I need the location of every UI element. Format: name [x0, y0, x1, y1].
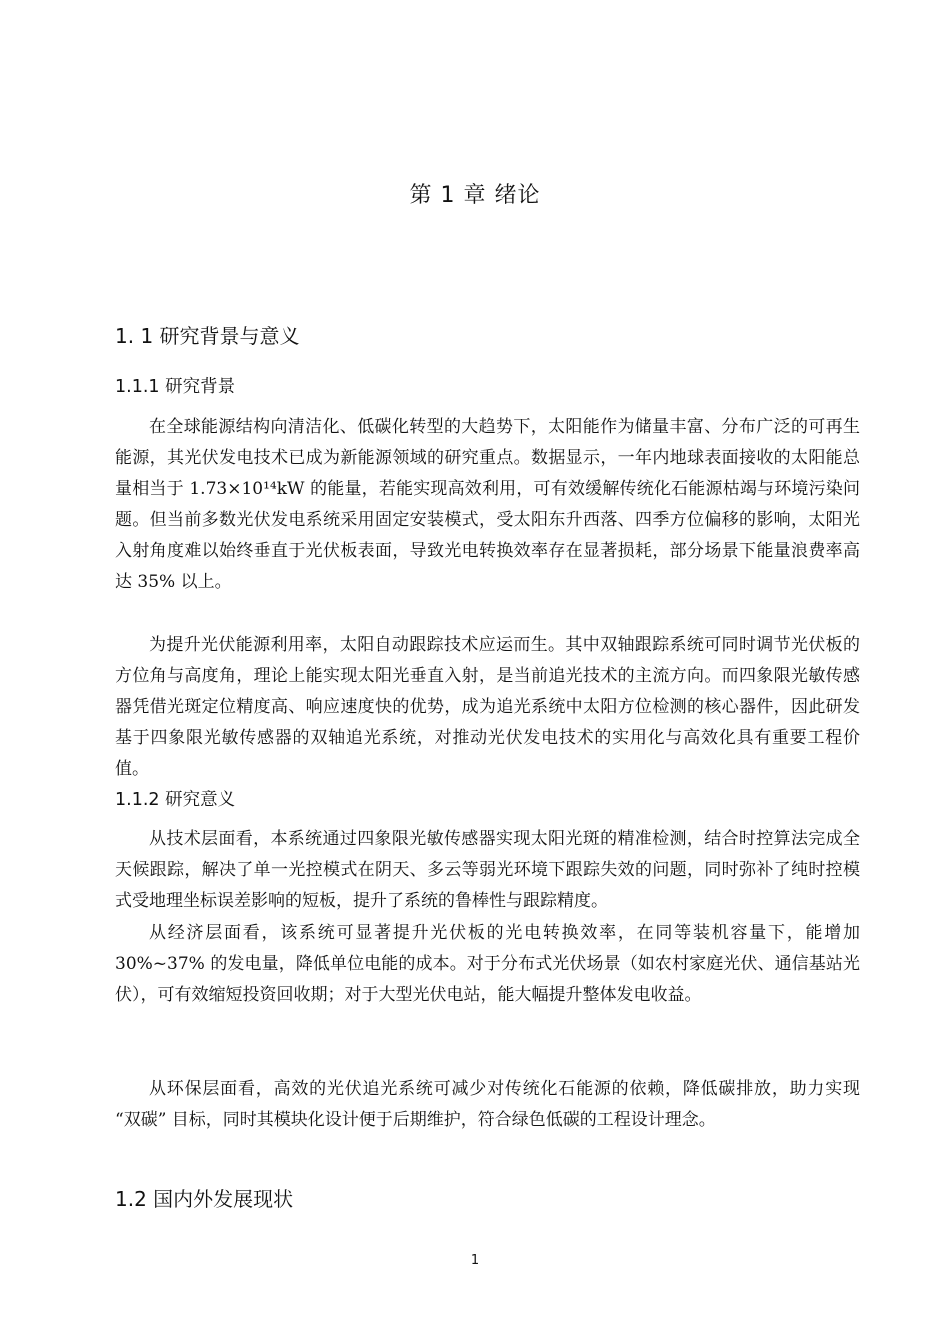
section-heading-1-2: 1.2 国内外发展现状	[115, 1187, 294, 1211]
paragraph: 从技术层面看，本系统通过四象限光敏传感器实现太阳光斑的精准检测，结合时控算法完成全天候跟踪，解决了单一光控模式在阴天、多云等弱光环境下跟踪失效的问题，同时弥补了纯时控模式受地理坐标误差影响的短板，提升了系统的鲁棒性与跟踪精度。	[115, 829, 860, 911]
subsection-heading-1-1-2: 1.1.2 研究意义	[115, 790, 236, 810]
paragraph: 从经济层面看，该系统可显著提升光伏板的光电转换效率，在同等装机容量下，能增加 30%~37% 的发电量，降低单位电能的成本。对于分布式光伏场景（如农村家庭光伏、通信基站光伏），可有效缩短投资回收期；对于大型光伏电站，能大幅提升整体发电收益。	[115, 923, 860, 1005]
paragraph: 从环保层面看，高效的光伏追光系统可减少对传统化石能源的依赖，降低碳排放，助力实现 “双碳” 目标，同时其模块化设计便于后期维护，符合绿色低碳的工程设计理念。	[115, 1079, 860, 1130]
section-heading-1-1: 1. 1 研究背景与意义	[115, 324, 300, 348]
paragraph: 在全球能源结构向清洁化、低碳化转型的大趋势下，太阳能作为储量丰富、分布广泛的可再生能源，其光伏发电技术已成为新能源领域的研究重点。数据显示，一年内地球表面接收的太阳能总量相当于 1.73×10¹⁴kW 的能量，若能实现高效利用，可有效缓解传统化石能源枯竭与环境污染问题。但当前多数光伏发电系统采用固定安装模式，受太阳东升西落、四季方位偏移的影响，太阳光入射角度难以始终垂直于光伏板表面，导致光电转换效率存在显著损耗，部分场景下能量浪费率高达 35% 以上。	[115, 417, 860, 592]
chapter-title: 第 1 章 绪论	[409, 183, 541, 208]
page-number: 1	[470, 1253, 480, 1268]
paragraph: 为提升光伏能源利用率，太阳自动跟踪技术应运而生。其中双轴跟踪系统可同时调节光伏板的方位角与高度角，理论上能实现太阳光垂直入射，是当前追光技术的主流方向。而四象限光敏传感器凭借光斑定位精度高、响应速度快的优势，成为追光系统中太阳方位检测的核心器件，因此研发基于四象限光敏传感器的双轴追光系统，对推动光伏发电技术的实用化与高效化具有重要工程价值。	[115, 635, 860, 779]
subsection-heading-1-1-1: 1.1.1 研究背景	[115, 377, 236, 397]
